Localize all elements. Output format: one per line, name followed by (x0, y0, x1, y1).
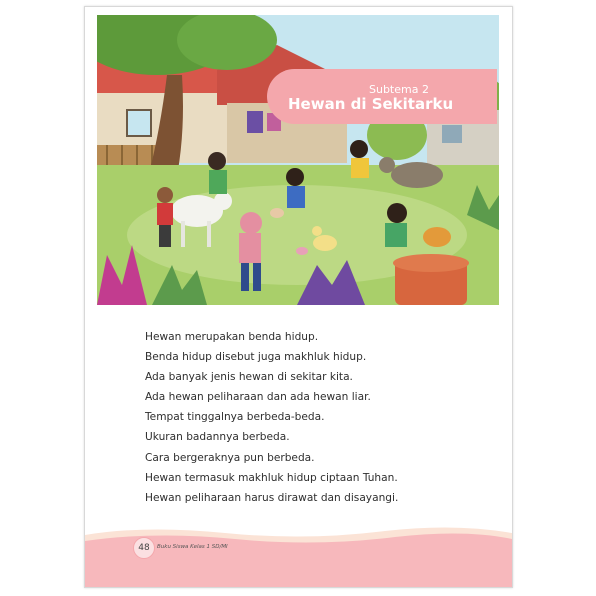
subtema-label: Subtema 2 (369, 83, 429, 96)
text-line: Tempat tinggalnya berbeda-beda. (145, 411, 325, 424)
text-line: Hewan merupakan benda hidup. (145, 331, 319, 343)
text-line: Benda hidup disebut juga makhluk hidup. (145, 351, 367, 364)
illustration-scene (97, 15, 499, 305)
book-label: Buku Siswa Kelas 1 SD/MI (157, 544, 228, 550)
text-line: Hewan peliharaan harus dirawat dan disayangi. (145, 491, 399, 504)
illustration-village-animals (97, 15, 499, 305)
text-line: Ukuran badannya berbeda. (145, 431, 290, 444)
book-page (84, 6, 513, 588)
page-number: 48 (133, 537, 155, 559)
body-text (145, 327, 465, 508)
text-line: Ada banyak jenis hewan di sekitar kita. (145, 371, 353, 384)
text-line: Hewan termasuk makhluk hidup ciptaan Tuhan. (145, 471, 398, 484)
text-line: Ada hewan peliharaan dan ada hewan liar. (145, 391, 371, 404)
page-title: Hewan di Sekitarku (288, 95, 454, 113)
text-line: Cara bergeraknya pun berbeda. (145, 451, 315, 464)
